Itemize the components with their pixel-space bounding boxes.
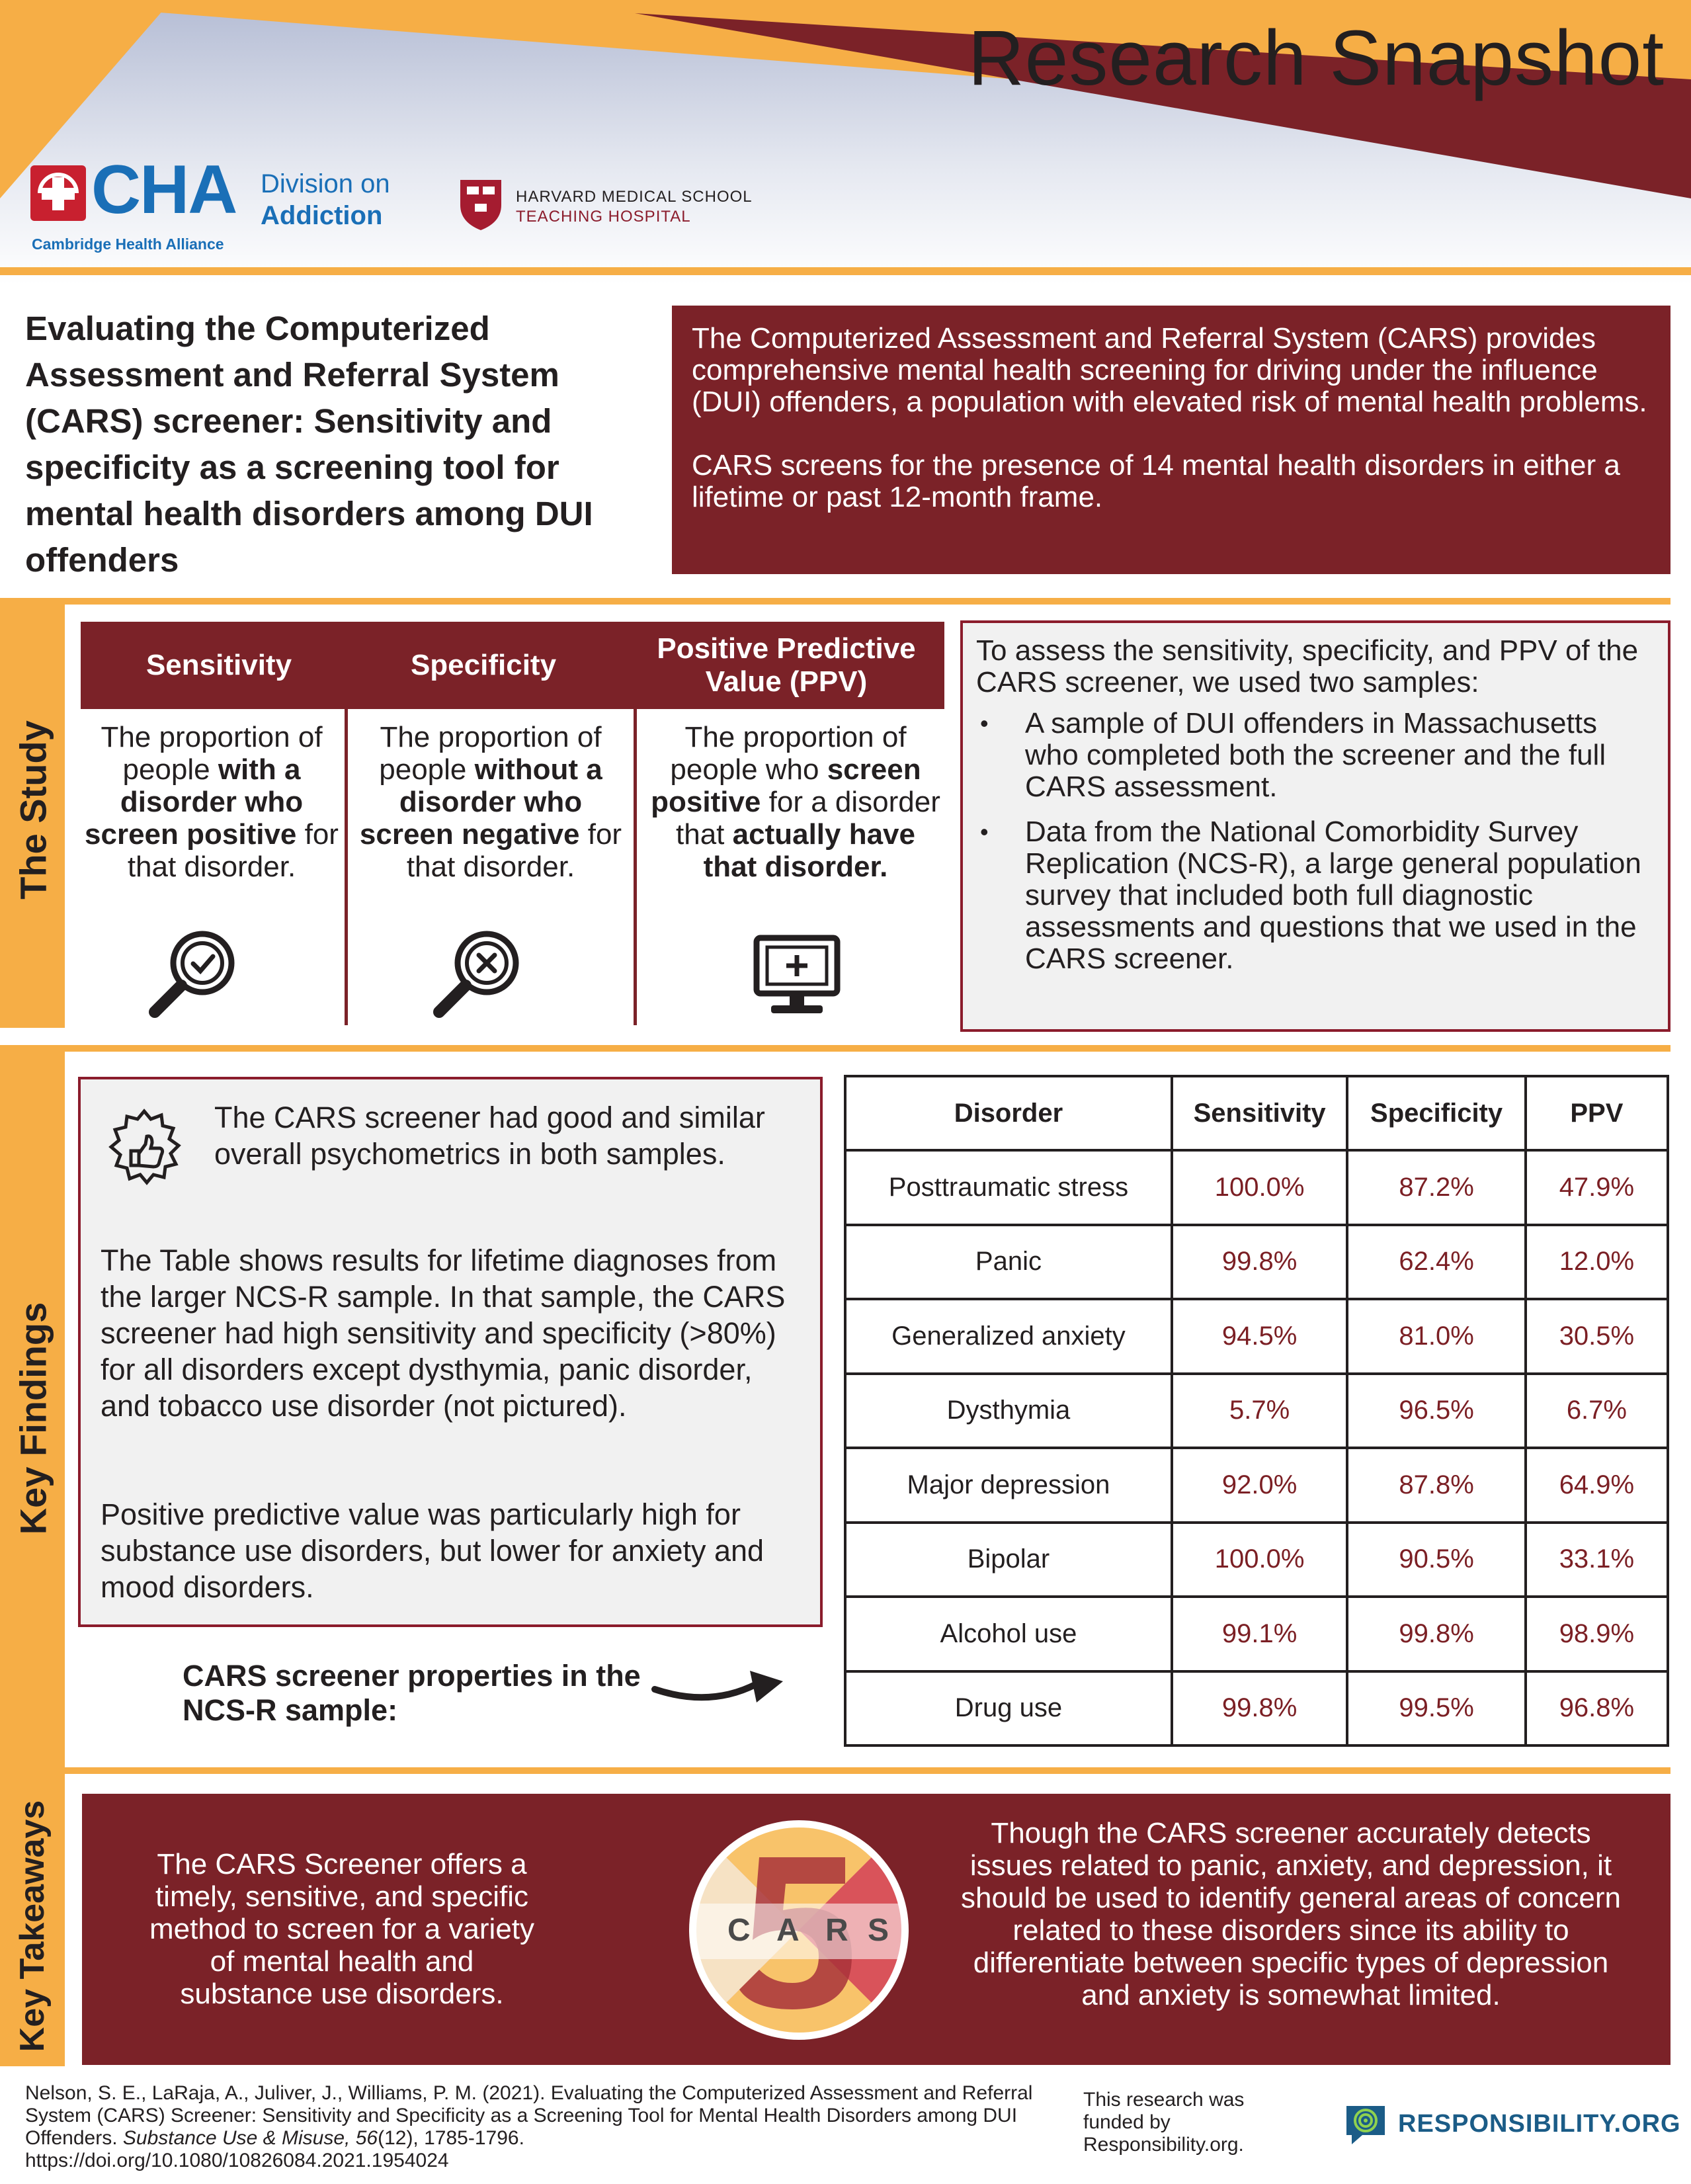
hms-line2: TEACHING HOSPITAL bbox=[516, 208, 691, 226]
findings-para-1: The CARS screener had good and similar overall psychometrics in both samples. bbox=[214, 1101, 765, 1171]
badge-letter: A bbox=[776, 1913, 800, 1948]
citation-doi[interactable]: https://doi.org/10.1080/10826084.2021.1954024 bbox=[25, 2150, 449, 2171]
disorder-cell: Posttraumatic stress bbox=[845, 1150, 1172, 1225]
disorder-cell: Panic bbox=[845, 1225, 1172, 1300]
results-table bbox=[844, 1075, 1669, 1747]
table-caption: CARS screener properties in the NCS-R sample: bbox=[183, 1659, 641, 1727]
sensitivity-cell: 100.0% bbox=[1172, 1523, 1347, 1597]
sens-text-2: for that disorder. bbox=[127, 818, 339, 883]
citation-pages: (12), 1785-1796. bbox=[378, 2127, 524, 2149]
table-row bbox=[845, 1448, 1668, 1523]
ppv-bold-2: actually have that disorder. bbox=[703, 818, 915, 883]
spec-bold-1: without a disorder who screen negative bbox=[359, 753, 602, 851]
takeaway-left: The CARS Screener offers a timely, sensitive, and specific method to screen for a variety of mental health and substance use disorders. bbox=[149, 1848, 535, 2010]
page-title: Research Snapshot bbox=[968, 15, 1665, 102]
intro-para-2: CARS screens for the presence of 14 mental health disorders in either a lifetime or past 12-month frame. bbox=[692, 449, 1620, 513]
specificity-definition bbox=[356, 721, 626, 883]
ppv-heading: Positive Predictive Value (PPV) bbox=[657, 632, 916, 698]
study-label: The Study bbox=[12, 720, 54, 900]
cha-cross-icon bbox=[30, 165, 86, 221]
citation-text: Nelson, S. E., LaRaja, A., Juliver, J., Williams, P. M. (2021). Evaluating the Computerized Assessment and Referral System (CARS) Screener: Sensitivity and Specificity as a Screening Tool for Mental Health Disorders among DUI Offenders. bbox=[25, 2082, 1033, 2149]
disorder-cell: Generalized anxiety bbox=[845, 1299, 1172, 1374]
cars-5-badge-icon bbox=[686, 1818, 911, 2042]
cha-logo-text: CHA bbox=[91, 151, 237, 228]
spec-text-2: for that disorder. bbox=[406, 818, 622, 883]
specificity-cell: 90.5% bbox=[1347, 1523, 1525, 1597]
ppv-cell: 64.9% bbox=[1526, 1448, 1668, 1523]
ppv-text-2: for a disorder that bbox=[676, 786, 940, 851]
disorder-cell: Dysthymia bbox=[845, 1374, 1172, 1449]
badge-letter: C bbox=[727, 1913, 751, 1948]
samples-list bbox=[976, 708, 1655, 975]
sensitivity-cell: 99.1% bbox=[1172, 1597, 1347, 1671]
specificity-cell: 81.0% bbox=[1347, 1299, 1525, 1374]
table-row bbox=[845, 1374, 1668, 1449]
sensitivity-cell: 5.7% bbox=[1172, 1374, 1347, 1449]
sensitivity-heading: Sensitivity bbox=[145, 649, 292, 681]
funding-note: This research was funded by Responsibility.org. bbox=[1083, 2089, 1245, 2156]
findings-rule bbox=[0, 1045, 1670, 1052]
disorder-cell: Alcohol use bbox=[845, 1597, 1172, 1671]
specificity-cell: 87.2% bbox=[1347, 1150, 1525, 1225]
sensitivity-cell: 99.8% bbox=[1172, 1671, 1347, 1746]
division-on-addiction bbox=[261, 168, 390, 231]
ppv-cell: 33.1% bbox=[1526, 1523, 1668, 1597]
findings-box bbox=[78, 1077, 823, 1627]
col-header-specificity: Specificity bbox=[1347, 1076, 1525, 1150]
specificity-cell: 62.4% bbox=[1347, 1225, 1525, 1300]
cha-subtitle: Cambridge Health Alliance bbox=[32, 235, 224, 253]
ppv-bold-1: screen positive bbox=[651, 753, 921, 818]
paper-title: Evaluating the Computerized Assessment and Referral System (CARS) screener: Sensitivity and specificity as a screening tool for mental health disorders among DUI offenders bbox=[25, 310, 593, 579]
ppv-cell: 96.8% bbox=[1526, 1671, 1668, 1746]
ppv-definition bbox=[645, 721, 946, 883]
table-row bbox=[845, 1225, 1668, 1300]
sensitivity-cell: 94.5% bbox=[1172, 1299, 1347, 1374]
specificity-cell: 96.5% bbox=[1347, 1374, 1525, 1449]
specificity-cell: 99.5% bbox=[1347, 1671, 1525, 1746]
takeaways-rule bbox=[0, 1767, 1670, 1774]
ppv-cell: 30.5% bbox=[1526, 1299, 1668, 1374]
ppv-cell: 6.7% bbox=[1526, 1374, 1668, 1449]
col-header-sensitivity: Sensitivity bbox=[1172, 1076, 1347, 1150]
findings-label: Key Findings bbox=[12, 1302, 54, 1535]
table-row bbox=[845, 1523, 1668, 1597]
ppv-cell: 47.9% bbox=[1526, 1150, 1668, 1225]
specificity-cell: 99.8% bbox=[1347, 1597, 1525, 1671]
magnifier-x-icon bbox=[427, 926, 526, 1019]
ppv-text-1: The proportion of people who bbox=[670, 721, 907, 786]
gear-thumbs-up-icon bbox=[104, 1107, 184, 1187]
specificity-cell: 87.8% bbox=[1347, 1448, 1525, 1523]
monitor-plus-icon bbox=[753, 934, 841, 1020]
table-row bbox=[845, 1299, 1668, 1374]
divider-2 bbox=[634, 709, 637, 1025]
citation bbox=[25, 2082, 1057, 2172]
takeaways-box bbox=[82, 1794, 1670, 2065]
intro-box bbox=[672, 306, 1670, 574]
sensitivity-definition bbox=[82, 721, 341, 883]
sens-bold-1: with a disorder who screen positive bbox=[85, 753, 304, 851]
ppv-cell: 98.9% bbox=[1526, 1597, 1668, 1671]
sample-item-2: • Data from the National Comorbidity Survey Replication (NCS-R), a large general population survey that included both full diagnostic assessments and questions that we used in the CARS screener. bbox=[976, 816, 1655, 975]
spec-text-1: The proportion of people bbox=[379, 721, 602, 786]
intro-para-1: The Computerized Assessment and Referral System (CARS) provides comprehensive mental health screening for driving under the influence (DUI) offenders, a population with elevated risk of mental health problems. bbox=[692, 322, 1647, 418]
disorder-cell: Bipolar bbox=[845, 1523, 1172, 1597]
badge-letter: S bbox=[868, 1913, 889, 1948]
col-header-ppv: PPV bbox=[1526, 1076, 1668, 1150]
sensitivity-cell: 92.0% bbox=[1172, 1448, 1347, 1523]
badge-letter: R bbox=[825, 1913, 848, 1948]
samples-box bbox=[960, 620, 1670, 1032]
citation-journal: Substance Use & Misuse, 56 bbox=[122, 2127, 378, 2149]
responsibility-logo-text: RESPONSIBILITY.ORG bbox=[1398, 2110, 1681, 2138]
takeaway-right: Though the CARS screener accurately detects issues related to panic, anxiety, and depression, it should be used to identify general areas of concern related to these disorders since its ability to differentiate between specific types of depression and anxiety is somewhat limited. bbox=[961, 1817, 1621, 2011]
findings-para-3: Positive predictive value was particularly high for substance use disorders, but lower for anxiety and mood disorders. bbox=[101, 1497, 764, 1604]
responsibility-logo-icon bbox=[1342, 2101, 1389, 2147]
division-line2: Addiction bbox=[261, 201, 383, 230]
sensitivity-cell: 99.8% bbox=[1172, 1225, 1347, 1300]
findings-para-2: The Table shows results for lifetime diagnoses from the larger NCS-R sample. In that sample, the CARS screener had high sensitivity and specificity (>80%) for all disorders except dysthymia, panic disorder, and tobacco use disorder (not pictured). bbox=[101, 1243, 786, 1423]
ppv-cell: 12.0% bbox=[1526, 1225, 1668, 1300]
table-row bbox=[845, 1150, 1668, 1225]
arrow-right-icon bbox=[651, 1661, 790, 1708]
table-row bbox=[845, 1671, 1668, 1746]
table-row bbox=[845, 1597, 1668, 1671]
specificity-heading: Specificity bbox=[410, 649, 557, 681]
col-header-disorder: Disorder bbox=[845, 1076, 1172, 1150]
disorder-cell: Major depression bbox=[845, 1448, 1172, 1523]
disorder-cell: Drug use bbox=[845, 1671, 1172, 1746]
table-header-row bbox=[845, 1076, 1668, 1150]
sensitivity-cell: 100.0% bbox=[1172, 1150, 1347, 1225]
study-rule bbox=[0, 598, 1670, 605]
division-line1: Division on bbox=[261, 169, 390, 198]
sample-item-1: • A sample of DUI offenders in Massachusetts who completed both the screener and the full CARS assessment. bbox=[976, 708, 1655, 803]
hms-line1: HARVARD MEDICAL SCHOOL bbox=[516, 188, 753, 206]
takeaways-label: Key Takeaways bbox=[13, 1800, 52, 2052]
harvard-shield-icon bbox=[459, 179, 503, 231]
samples-intro: To assess the sensitivity, specificity, and PPV of the CARS screener, we used two samples: bbox=[976, 634, 1639, 698]
sens-text-1: The proportion of people bbox=[101, 721, 323, 786]
divider-1 bbox=[345, 709, 348, 1025]
magnifier-check-icon bbox=[143, 926, 242, 1019]
